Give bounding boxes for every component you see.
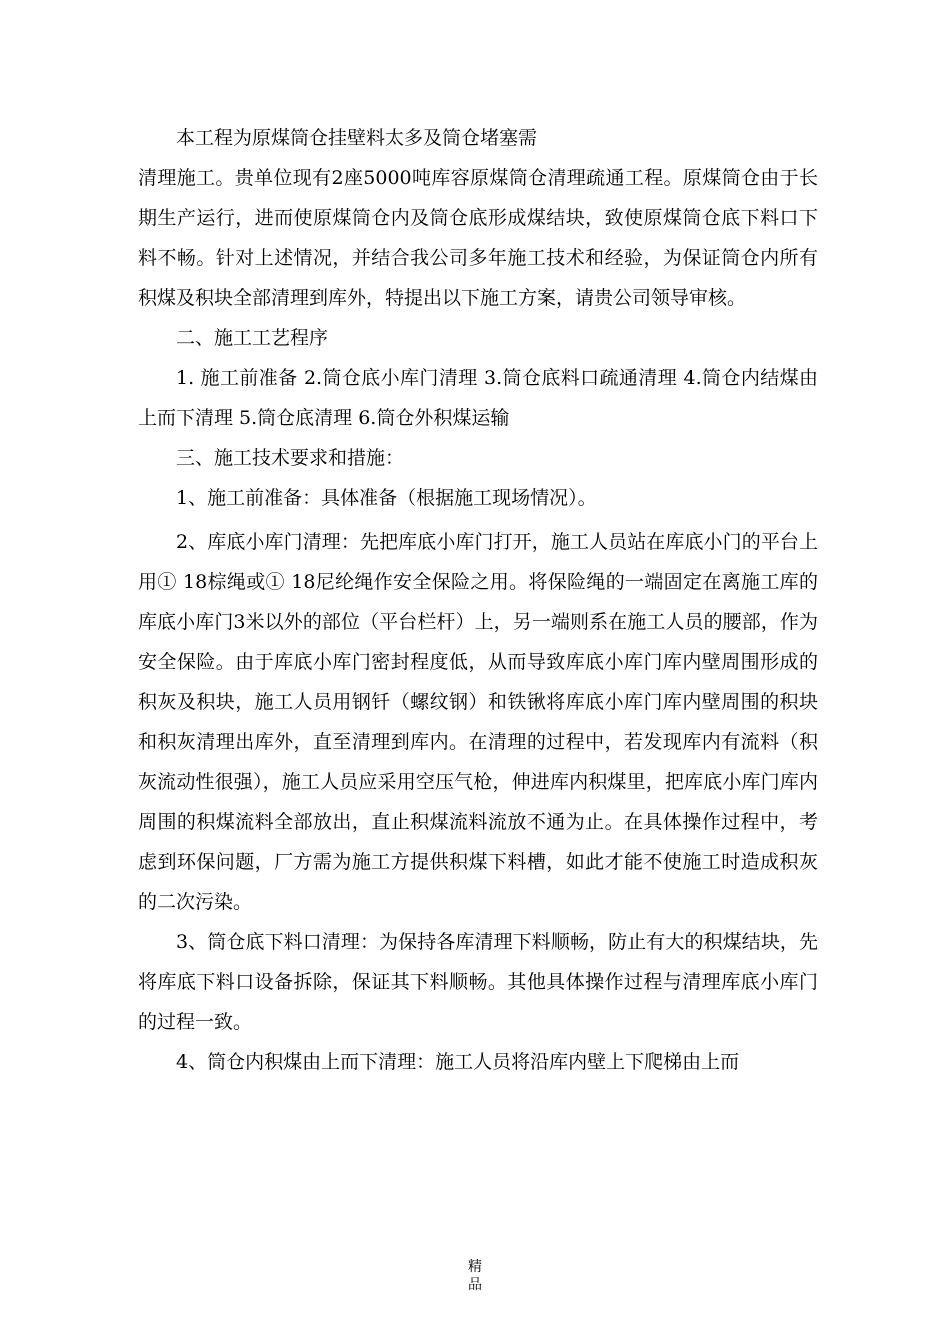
- intro-paragraph: 清理施工。贵单位现有2座5000吨库容原煤筒仓清理疏通工程。原煤筒仓由于长期生产运行，进而使原煤筒仓内及筒仓底形成煤结块，致使原煤筒仓底下料口下料不畅。针对上述情况，并结合我公司多年施工技术和经验，为保证筒仓内所有积煤及积块全部清理到库外，特提出以下施工方案，请贵公司领导审核。: [138, 167, 818, 309]
- process-steps-paragraph: 1. 施工前准备 2.筒仓底小库门清理 3.筒仓底料口疏通清理 4.筒仓内结煤由上而下清理 5.筒仓底清理 6.筒仓外积煤运输: [138, 367, 818, 429]
- section-heading-requirements: 三、施工技术要求和措施：: [176, 447, 405, 469]
- footer-char-1: 精: [468, 1259, 482, 1275]
- section-heading-process: 二、施工工艺程序: [176, 327, 329, 349]
- page-footer: [0, 1258, 950, 1294]
- intro-heading-line: 本工程为原煤筒仓挂壁料太多及筒仓堵塞需: [176, 127, 538, 149]
- requirement-item-4: 4、筒仓内积煤由上而下清理：施工人员将沿库内壁上下爬梯由上而: [176, 1051, 740, 1073]
- document-body: [138, 118, 818, 1082]
- requirement-item-1: 1、施工前准备：具体准备（根据施工现场情况）。: [176, 487, 597, 509]
- footer-char-2: 品: [468, 1277, 482, 1293]
- requirement-item-2: 2、库底小库门清理：先把库底小库门打开，施工人员站在库底小门的平台上用① 18棕绳或① 18尼纶绳作安全保险之用。将保险绳的一端固定在离施工库的库底小库门3米以外的部位（平台栏杆）上，另一端则系在施工人员的腰部，作为安全保险。由于库底小库门密封程度低，从而导致库底小库门库内壁周围形成的积灰及积块，施工人员用钢钎（螺纹钢）和铁锹将库底小库门库内壁周围的积块和积灰清理出库外，直至清理到库内。在清理的过程中，若发现库内有流料（积灰流动性很强），施工人员应采用空压气枪，伸进库内积煤里，把库底小库门库内周围的积煤流料全部放出，直止积煤流料流放不通为止。在具体操作过程中，考虑到环保问题，厂方需为施工方提供积煤下料槽，如此才能不使施工时造成积灰的二次污染。: [138, 531, 818, 913]
- requirement-item-3: 3、筒仓底下料口清理：为保持各库清理下料顺畅，防止有大的积煤结块，先将库底下料口设备拆除，保证其下料顺畅。其他具体操作过程与清理库底小库门的过程一致。: [138, 931, 818, 1033]
